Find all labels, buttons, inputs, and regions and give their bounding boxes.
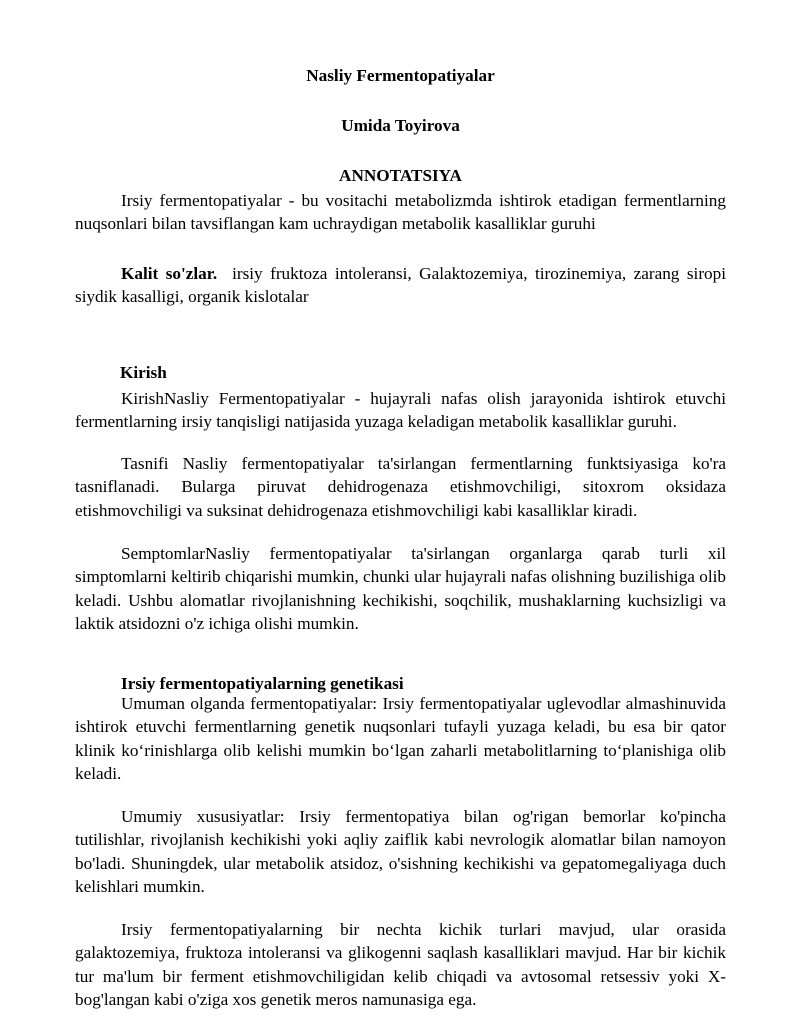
- keywords-label: Kalit so'zlar.: [121, 264, 218, 283]
- section-heading-genetics: Irsiy fermentopatiyalarning genetikasi: [121, 674, 404, 693]
- document-title: Nasliy Fermentopatiyalar: [306, 66, 495, 85]
- section2-paragraph-3-block: [75, 918, 726, 1012]
- section-heading-kirish: Kirish: [120, 363, 167, 382]
- keywords-text: irsiy fruktoza intoleransi, Galaktozemiya, tirozinemiya, zarang siropi siydik kasalligi, organik kislotalar: [75, 264, 727, 307]
- abstract-heading: ANNOTATSIYA: [339, 166, 462, 185]
- section2-paragraph-2-block: [75, 805, 726, 899]
- keywords-block: [75, 262, 726, 309]
- section2-paragraph: Umuman olganda fermentopatiyalar: Irsiy fermentopatiyalar uglevodlar almashinuvida ishtirok etuvchi fermentlarning genetik nuqsonlari tufayli yuzaga keladi, bu esa bir qator klinik ko‘rinishlarga olib kelishi mumkin bo‘lgan zaharli metabolitlarning to‘planishiga olib keladi.: [75, 694, 726, 784]
- section1-paragraph: Tasnifi Nasliy fermentopatiyalar ta'sirlangan fermentlarning funktsiyasiga ko'ra tasniflanadi. Bularga piruvat dehidrogenaza etishmovchiligi, sitoxrom oksidaza etishmovchiligi va suksinat dehidrogenaza etishmovchiligi kabi kasalliklar kiradi.: [75, 454, 726, 520]
- section2-paragraph: Irsiy fermentopatiyalarning bir nechta kichik turlari mavjud, ular orasida galaktozemiya, fruktoza intoleransi va glikogenni saqlash kasalliklari mavjud. Har bir kichik tur ma'lum bir ferment etishmovchiligidan kelib chiqadi va avtosomal retsessiv yoki X-bog'langan kabi o'ziga xos genetik meros namunasiga ega.: [75, 920, 726, 1010]
- keywords-paragraph: [75, 262, 726, 309]
- abstract-text: Irsiy fermentopatiyalar - bu vositachi metabolizmda ishtirok etadigan fermentlarning nuqsonlari bilan tavsiflangan kam uchraydigan metabolik kasalliklar guruhi: [75, 191, 726, 234]
- section2-paragraph-1-block: [75, 692, 726, 786]
- abstract-block: [75, 189, 726, 236]
- section1-paragraph-2-block: [75, 452, 726, 522]
- section1-paragraph-3-block: [75, 542, 726, 636]
- section1-paragraph-1-block: [75, 387, 726, 434]
- section2-paragraph: Umumiy xususiyatlar: Irsiy fermentopatiya bilan og'rigan bemorlar ko'pincha tutilishlar, rivojlanish kechikishi yoki aqliy zaiflik kabi nevrologik alomatlar bilan namoyon bo'ladi. Shuningdek, ular metabolik atsidoz, o'sishning kechikishi va gepatomegaliyaga duch kelishlari mumkin.: [75, 807, 726, 897]
- document-author: Umida Toyirova: [341, 116, 460, 135]
- section1-paragraph: KirishNasliy Fermentopatiyalar - hujayrali nafas olish jarayonida ishtirok etuvchi fermentlarning irsiy tanqisligi natijasida yuzaga keladigan metabolik kasalliklar guruhi.: [75, 389, 726, 432]
- section1-paragraph: SemptomlarNasliy fermentopatiyalar ta'sirlangan organlarga qarab turli xil simptomlarni keltirib chiqarishi mumkin, chunki ular hujayrali nafas olishning buzilishiga olib keladi. Ushbu alomatlar rivojlanishning kechikishi, soqchilik, mushaklarning kuchsizligi va laktik atsidozni o'z ichiga olishi mumkin.: [75, 544, 726, 634]
